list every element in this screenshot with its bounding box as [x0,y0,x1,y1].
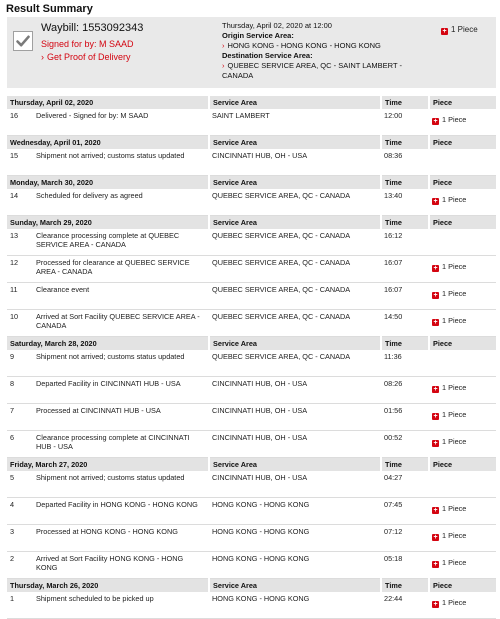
event-number: 1 [7,592,33,619]
event-service-area: QUEBEC SERVICE AREA, QC - CANADA [209,256,381,283]
event-service-area: HONG KONG - HONG KONG [209,552,381,579]
day-header-row [7,458,496,472]
event-service-area: QUEBEC SERVICE AREA, QC - CANADA [209,310,381,337]
event-piece [429,471,496,498]
day-header-row [7,579,496,593]
column-header-time: Time [381,96,429,109]
destination-value: › QUEBEC SERVICE AREA, QC - SAINT LAMBERT - CANADA [222,61,402,80]
event-piece[interactable] [429,592,496,619]
event-service-area: QUEBEC SERVICE AREA, QC - CANADA [209,350,381,377]
event-piece[interactable] [429,377,496,404]
event-row [7,552,496,579]
event-piece-label: 1 Piece [442,504,467,513]
event-number: 16 [7,109,33,136]
day-header-row [7,337,496,351]
event-time: 11:36 [381,350,429,377]
event-service-area: CINCINNATI HUB, OH - USA [209,404,381,431]
event-number: 11 [7,283,33,310]
plus-icon: + [433,534,438,541]
day-date: Saturday, March 28, 2020 [7,337,209,351]
event-number: 4 [7,498,33,525]
delivery-datetime: Thursday, April 02, 2020 at 12:00 [222,21,332,30]
event-piece[interactable] [429,310,496,337]
event-number: 10 [7,310,33,337]
day-date: Thursday, March 26, 2020 [7,579,209,593]
column-header-service-area: Service Area [209,337,381,351]
event-time: 08:26 [381,377,429,404]
event-piece[interactable] [429,498,496,525]
event-description: Processed at CINCINNATI HUB - USA [33,404,209,431]
event-row [7,350,496,377]
event-description: Delivered - Signed for by: M SAAD [33,109,209,136]
event-piece[interactable] [429,283,496,310]
event-piece[interactable] [429,256,496,283]
plus-icon: + [433,198,438,205]
column-header-service-area: Service Area [209,96,381,109]
origin-value: › HONG KONG - HONG KONG - HONG KONG [222,41,381,50]
event-row [7,109,496,136]
day-date: Thursday, April 02, 2020 [7,96,209,109]
column-header-service-area: Service Area [209,176,381,190]
event-time: 01:56 [381,404,429,431]
event-service-area: QUEBEC SERVICE AREA, QC - CANADA [209,189,381,216]
event-description: Arrived at Sort Facility HONG KONG - HONG KONG [33,552,209,579]
event-time: 07:12 [381,525,429,552]
column-header-time: Time [381,136,429,150]
event-service-area: HONG KONG - HONG KONG [209,498,381,525]
event-description: Shipment not arrived; customs status updated [33,149,209,176]
day-header-row [7,216,496,230]
day-date: Friday, March 27, 2020 [7,458,209,472]
column-header-service-area: Service Area [209,458,381,472]
event-time: 16:07 [381,256,429,283]
plus-icon: + [433,601,438,608]
event-piece-label: 1 Piece [442,531,467,540]
day-header-row [7,176,496,190]
column-header-piece: Piece [429,136,496,150]
plus-icon: + [433,319,438,326]
event-service-area: HONG KONG - HONG KONG [209,525,381,552]
event-service-area: QUEBEC SERVICE AREA, QC - CANADA [209,283,381,310]
chevron-right-icon: › [222,41,225,50]
plus-icon: + [433,507,438,514]
day-date: Monday, March 30, 2020 [7,176,209,190]
event-row [7,592,496,619]
event-description: Clearance event [33,283,209,310]
day-date: Wednesday, April 01, 2020 [7,136,209,150]
event-service-area: SAINT LAMBERT [209,109,381,136]
event-service-area: CINCINNATI HUB, OH - USA [209,377,381,404]
event-piece[interactable] [429,109,496,136]
event-piece [429,229,496,256]
event-row [7,498,496,525]
event-service-area: CINCINNATI HUB, OH - USA [209,471,381,498]
event-number: 13 [7,229,33,256]
column-header-time: Time [381,337,429,351]
event-description: Shipment scheduled to be picked up [33,592,209,619]
column-header-service-area: Service Area [209,216,381,230]
column-header-service-area: Service Area [209,136,381,150]
event-description: Scheduled for delivery as agreed [33,189,209,216]
event-service-area: CINCINNATI HUB, OH - USA [209,431,381,458]
event-piece[interactable] [429,525,496,552]
plus-icon: + [442,28,447,35]
event-piece-label: 1 Piece [442,383,467,392]
event-service-area: QUEBEC SERVICE AREA, QC - CANADA [209,229,381,256]
event-piece [429,149,496,176]
event-piece[interactable] [429,404,496,431]
event-number: 6 [7,431,33,458]
event-description: Clearance processing complete at QUEBEC SERVICE AREA - CANADA [33,229,209,256]
column-header-service-area: Service Area [209,579,381,593]
chevron-right-icon: › [41,52,44,62]
get-proof-of-delivery-link[interactable] [41,52,131,63]
event-piece-label: 1 Piece [442,289,467,298]
plus-icon: + [433,386,438,393]
event-piece-label: 1 Piece [442,558,467,567]
event-number: 15 [7,149,33,176]
event-number: 9 [7,350,33,377]
column-header-time: Time [381,458,429,472]
event-service-area: HONG KONG - HONG KONG [209,592,381,619]
event-row [7,189,496,216]
result-summary-panel [7,17,496,88]
plus-icon: + [433,413,438,420]
event-piece[interactable] [429,431,496,458]
plus-icon: + [433,265,438,272]
event-piece [429,350,496,377]
column-header-piece: Piece [429,216,496,230]
event-description: Departed Facility in CINCINNATI HUB - USA [33,377,209,404]
event-row [7,525,496,552]
event-number: 5 [7,471,33,498]
summary-route-info [222,21,427,81]
event-piece[interactable] [429,189,496,216]
event-row [7,431,496,458]
event-time: 14:50 [381,310,429,337]
column-header-time: Time [381,216,429,230]
event-time: 16:12 [381,229,429,256]
event-description: Processed at HONG KONG - HONG KONG [33,525,209,552]
event-description: Clearance processing complete at CINCINNATI HUB - USA [33,431,209,458]
event-description: Shipment not arrived; customs status updated [33,471,209,498]
event-row [7,149,496,176]
plus-icon: + [433,118,438,125]
event-number: 12 [7,256,33,283]
event-description: Departed Facility in HONG KONG - HONG KONG [33,498,209,525]
event-piece[interactable] [429,552,496,579]
event-piece-label: 1 Piece [442,598,467,607]
event-time: 12:00 [381,109,429,136]
event-row [7,310,496,337]
event-piece-label: 1 Piece [442,410,467,419]
event-piece-label: 1 Piece [442,316,467,325]
summary-piece-toggle[interactable]: + 1 Piece [442,25,478,35]
day-header-row [7,136,496,150]
column-header-time: Time [381,579,429,593]
event-piece-label: 1 Piece [442,195,467,204]
chevron-right-icon: › [222,61,225,70]
event-number: 2 [7,552,33,579]
signed-for-by: Signed for by: M SAAD [41,39,134,49]
event-time: 04:27 [381,471,429,498]
event-time: 00:52 [381,431,429,458]
event-service-area: CINCINNATI HUB, OH - USA [209,149,381,176]
column-header-time: Time [381,176,429,190]
waybill-number: Waybill: 1553092343 [41,22,144,34]
event-row [7,404,496,431]
event-time: 05:18 [381,552,429,579]
column-header-piece: Piece [429,96,496,109]
event-piece-label: 1 Piece [442,115,467,124]
column-header-piece: Piece [429,337,496,351]
event-time: 08:36 [381,149,429,176]
event-row [7,283,496,310]
destination-label: Destination Service Area: [222,51,313,60]
event-number: 7 [7,404,33,431]
event-row [7,256,496,283]
column-header-piece: Piece [429,458,496,472]
event-row [7,377,496,404]
day-header-row [7,96,496,109]
event-time: 07:45 [381,498,429,525]
checkmark-icon [13,31,33,51]
origin-label: Origin Service Area: [222,31,294,40]
event-description: Processed for clearance at QUEBEC SERVICE AREA - CANADA [33,256,209,283]
event-time: 13:40 [381,189,429,216]
event-row [7,471,496,498]
plus-icon: + [433,440,438,447]
event-number: 8 [7,377,33,404]
plus-icon: + [433,561,438,568]
proof-link-label: Get Proof of Delivery [47,52,131,62]
event-time: 22:44 [381,592,429,619]
page-title: Result Summary [6,3,93,15]
event-piece-label: 1 Piece [442,437,467,446]
event-description: Shipment not arrived; customs status updated [33,350,209,377]
plus-icon: + [433,292,438,299]
event-description: Arrived at Sort Facility QUEBEC SERVICE AREA - CANADA [33,310,209,337]
shipment-events-table [7,96,496,619]
column-header-piece: Piece [429,176,496,190]
event-row [7,229,496,256]
column-header-piece: Piece [429,579,496,593]
event-piece-label: 1 Piece [442,262,467,271]
event-number: 3 [7,525,33,552]
event-number: 14 [7,189,33,216]
day-date: Sunday, March 29, 2020 [7,216,209,230]
event-time: 16:07 [381,283,429,310]
